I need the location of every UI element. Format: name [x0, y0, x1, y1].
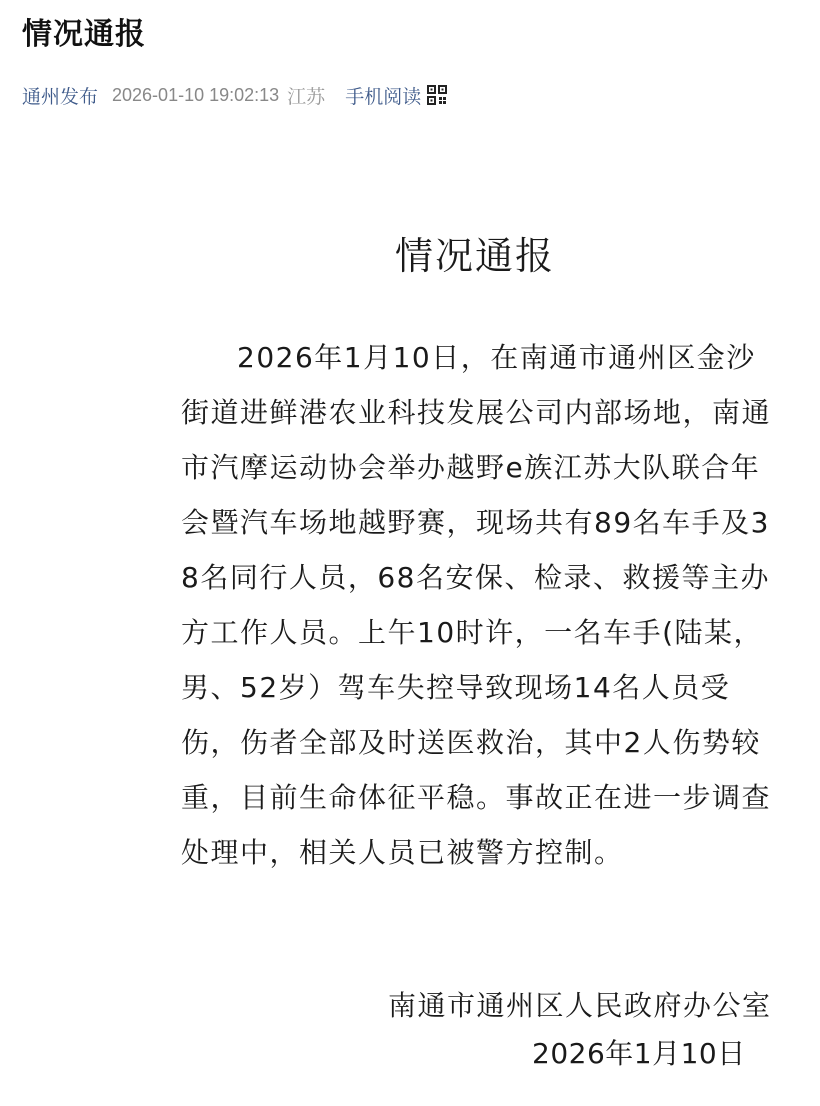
notice-heading: 情况通报 [394, 234, 555, 278]
notice-signature: 南通市通州区人民政府办公室 [388, 989, 772, 1022]
location-label: 江苏 [287, 85, 326, 108]
page-title: 情况通报 [22, 17, 146, 52]
article-meta [22, 80, 447, 110]
mobile-read-button[interactable] [345, 82, 447, 109]
qr-code-icon[interactable] [427, 85, 447, 105]
publish-timestamp: 2026-01-10 19:02:13 [112, 84, 280, 105]
mobile-read-label: 手机阅读 [345, 85, 422, 108]
notice-date: 2026年1月10日 [532, 1037, 746, 1070]
notice-body: 2026年1月10日，在南通市通州区金沙街道进鲜港农业科技发展公司内部场地，南通市汽摩运动协会举办越野e族江苏大队联合年会暨汽车场地越野赛，现场共有89名车手及38名同行人员，68名安保、检录、救援等主办方工作人员。上午10时许，一名车手(陆某，男、52岁）驾车失控导致现场14名人员受伤，伤者全部及时送医救治，其中2人伤势较重，目前生命体征平稳。事故正在进一步调查处理中，相关人员已被警方控制。 [181, 341, 772, 869]
source-link[interactable]: 通州发布 [22, 85, 99, 108]
